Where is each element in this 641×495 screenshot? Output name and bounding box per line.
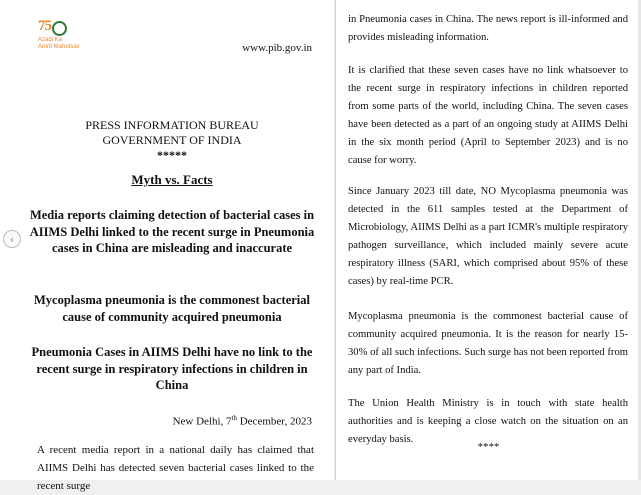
headline-3: Pneumonia Cases in AIIMS Delhi have no link to the recent surge in respiratory infections in children in China [31,345,313,392]
document-title: Myth vs. Facts [131,172,213,187]
body-paragraph-1: in Pneumonia cases in China. The news report is ill-informed and provides misleading information. [348,14,628,43]
org-name: PRESS INFORMATION BUREAU [85,118,259,132]
dateline: New Delhi, 7th December, 2023 [172,414,312,428]
chevron-left-icon: ‹ [9,233,15,246]
headline-1: Media reports claiming detection of bacterial cases in AIIMS Delhi linked to the recent surge in Pneumonia cases in China are misleading and inaccurate [29,208,315,255]
azadi-ka-amrit-mahotsav-logo: 75 Azadi Ka Amrit Mahotsav [38,18,80,50]
pib-url: www.pib.gov.in [242,42,312,54]
gov-name: GOVERNMENT OF INDIA [102,133,242,147]
body-paragraph-4: Mycoplasma pneumonia is the commonest bacterial cause of community acquired pneumonia. It is the reason for nearly 15-30% of all such infections. Such surge has not been reported from any part of India. [348,311,628,376]
body-paragraph-3: Since January 2023 till date, NO Mycoplasma pneumonia was detected in the 611 samples tested at the Department of Microbiology, AIIMS Delhi as a part ICMR's multiple respiratory pathogen surveillance, which included mainly severe acute respiratory illness (SARI, which comprised about 95% of these cases) by real-time PCR. [348,186,628,287]
document-page-right [335,0,641,480]
previous-page-button[interactable] [3,230,21,248]
headline-2: Mycoplasma pneumonia is the commonest bacterial cause of community acquired pneumonia [33,293,311,324]
body-paragraph-left: A recent media report in a national daily has claimed that AIIMS Delhi has detected seven bacterial cases linked to the recent surge [37,444,314,492]
header-stars: ***** [157,148,187,162]
body-paragraph-5: The Union Health Ministry is in touch with state health authorities and is keeping a close watch on the situation on an everyday basis. [348,398,628,445]
press-bureau-header [20,118,324,163]
body-paragraph-2: It is clarified that these seven cases have no link whatsoever to the recent surge in respiratory infections in children reported from some parts of the world, including China. The seven cases have been detected as a part of an ongoing study at AIIMS Delhi in the six month period (April to September 2023) and is no cause for worry. [348,65,628,166]
end-stars: **** [477,441,500,453]
